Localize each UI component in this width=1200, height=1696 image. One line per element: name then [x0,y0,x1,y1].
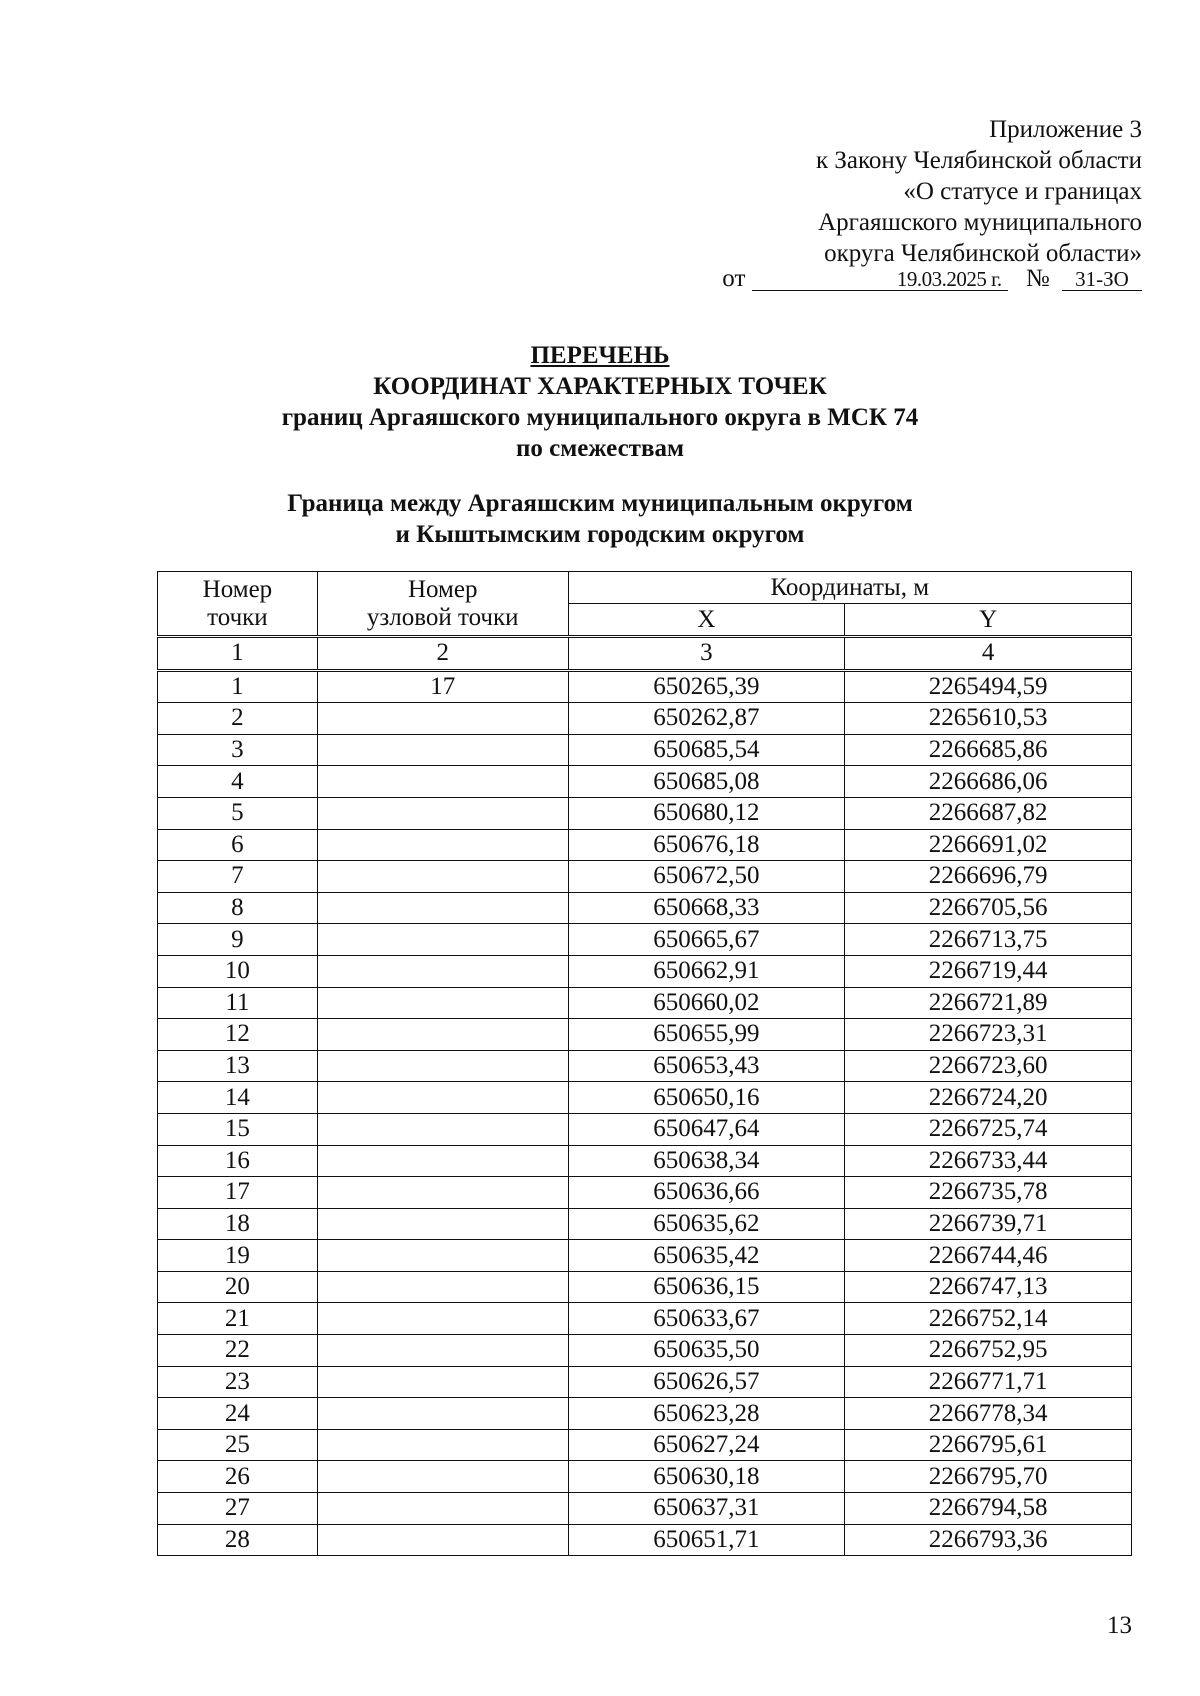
table-row [158,861,1132,893]
cell-y: 2266795,61 [845,1429,1132,1461]
cell-node-number [317,892,568,924]
cell-x: 650660,02 [568,987,845,1019]
cell-x: 650650,16 [568,1082,845,1114]
header-coordinates: Координаты, м [568,572,1131,604]
cell-y: 2265494,59 [845,670,1132,703]
header-y: Y [845,604,1132,637]
cell-point-number: 10 [158,955,318,987]
table-row [158,829,1132,861]
cell-node-number [317,1177,568,1209]
law-date: 19.03.2025 г. [752,268,1008,291]
cell-y: 2266725,74 [845,1113,1132,1145]
cell-point-number: 14 [158,1082,318,1114]
cell-y: 2266696,79 [845,861,1132,893]
cell-node-number [317,1524,568,1556]
header-point-number [158,572,318,637]
cell-point-number: 15 [158,1113,318,1145]
cell-node-number [317,924,568,956]
table-row [158,797,1132,829]
cell-node-number [317,1050,568,1082]
cell-point-number: 21 [158,1303,318,1335]
law-date-number-line [722,265,1142,293]
cell-x: 650265,39 [568,670,845,703]
cell-x: 650672,50 [568,861,845,893]
cell-y: 2266733,44 [845,1145,1132,1177]
cell-point-number: 1 [158,670,318,703]
cell-point-number: 3 [158,734,318,766]
annex-line: «О статусе и границах [903,178,1142,205]
law-number: 31-ЗО [1062,268,1142,291]
section-subtitle [0,488,1200,550]
cell-x: 650651,71 [568,1524,845,1556]
cell-point-number: 24 [158,1398,318,1430]
cell-y: 2266752,14 [845,1303,1132,1335]
cell-node-number [317,1303,568,1335]
column-number: 3 [568,637,845,671]
cell-node-number [317,1493,568,1525]
cell-point-number: 23 [158,1366,318,1398]
cell-x: 650685,54 [568,734,845,766]
cell-y: 2266793,36 [845,1524,1132,1556]
cell-point-number: 7 [158,861,318,893]
cell-y: 2266723,60 [845,1050,1132,1082]
column-number: 1 [158,637,318,671]
cell-point-number: 4 [158,766,318,798]
cell-point-number: 9 [158,924,318,956]
column-number: 2 [317,637,568,671]
cell-x: 650647,64 [568,1113,845,1145]
cell-point-number: 16 [158,1145,318,1177]
cell-point-number: 26 [158,1461,318,1493]
cell-y: 2266771,71 [845,1366,1132,1398]
cell-y: 2266685,86 [845,734,1132,766]
cell-point-number: 11 [158,987,318,1019]
cell-x: 650637,31 [568,1493,845,1525]
header-node-number [317,572,568,637]
title-line: границ Аргаяшского муниципального округа в МСК 74 [281,404,919,431]
cell-node-number: 17 [317,670,568,703]
cell-y: 2265610,53 [845,703,1132,735]
table-row [158,1019,1132,1051]
cell-x: 650630,18 [568,1461,845,1493]
cell-y: 2266713,75 [845,924,1132,956]
table-row [158,924,1132,956]
cell-x: 650653,43 [568,1050,845,1082]
number-label: № [1025,265,1050,292]
cell-y: 2266721,89 [845,987,1132,1019]
cell-y: 2266735,78 [845,1177,1132,1209]
cell-y: 2266795,70 [845,1461,1132,1493]
annex-line: Аргаяшского муниципального [818,209,1142,236]
cell-y: 2266747,13 [845,1271,1132,1303]
table-row [158,1366,1132,1398]
annex-line: округа Челябинской области» [824,240,1142,267]
cell-point-number: 6 [158,829,318,861]
table-row [158,1335,1132,1367]
cell-point-number: 22 [158,1335,318,1367]
table-row [158,1177,1132,1209]
annex-line: к Закону Челябинской области [816,147,1142,174]
cell-y: 2266739,71 [845,1208,1132,1240]
cell-x: 650665,67 [568,924,845,956]
header-text: точки [207,603,268,631]
cell-y: 2266744,46 [845,1240,1132,1272]
table-row [158,1082,1132,1114]
document-title [0,340,1200,464]
coordinates-table [157,571,1132,1556]
cell-point-number: 27 [158,1493,318,1525]
cell-point-number: 8 [158,892,318,924]
cell-y: 2266719,44 [845,955,1132,987]
table-row [158,1208,1132,1240]
cell-node-number [317,1145,568,1177]
from-label: от [722,265,746,292]
cell-node-number [317,1208,568,1240]
header-text: Номер [407,575,478,603]
cell-x: 650626,57 [568,1366,845,1398]
cell-x: 650636,66 [568,1177,845,1209]
cell-y: 2266724,20 [845,1082,1132,1114]
cell-x: 650635,62 [568,1208,845,1240]
cell-x: 650623,28 [568,1398,845,1430]
table-row [158,1398,1132,1430]
cell-point-number: 25 [158,1429,318,1461]
annex-block [816,114,1142,269]
cell-x: 650685,08 [568,766,845,798]
table-row [158,987,1132,1019]
cell-x: 650627,24 [568,1429,845,1461]
cell-node-number [317,734,568,766]
cell-y: 2266794,58 [845,1493,1132,1525]
cell-node-number [317,1019,568,1051]
cell-point-number: 12 [158,1019,318,1051]
cell-node-number [317,1335,568,1367]
header-text: узловой точки [366,603,519,631]
cell-point-number: 28 [158,1524,318,1556]
cell-node-number [317,703,568,735]
cell-node-number [317,1366,568,1398]
header-x: X [568,604,845,637]
header-text: Номер [202,575,273,603]
annex-line: Приложение 3 [989,116,1142,143]
table-row [158,1050,1132,1082]
table-row [158,1303,1132,1335]
title-line: ПЕРЕЧЕНЬ [530,342,670,369]
cell-x: 650638,34 [568,1145,845,1177]
cell-node-number [317,1461,568,1493]
table-row [158,1524,1132,1556]
cell-y: 2266687,82 [845,797,1132,829]
cell-y: 2266778,34 [845,1398,1132,1430]
cell-x: 650676,18 [568,829,845,861]
table-row [158,1429,1132,1461]
cell-point-number: 2 [158,703,318,735]
table-row [158,1113,1132,1145]
cell-node-number [317,766,568,798]
cell-point-number: 5 [158,797,318,829]
cell-node-number [317,1429,568,1461]
column-number: 4 [845,637,1132,671]
title-line: КООРДИНАТ ХАРАКТЕРНЫХ ТОЧЕК [373,373,827,400]
cell-y: 2266686,06 [845,766,1132,798]
cell-y: 2266723,31 [845,1019,1132,1051]
table-row [158,1493,1132,1525]
table-row [158,1271,1132,1303]
table-row [158,1145,1132,1177]
cell-node-number [317,1082,568,1114]
table-row [158,670,1132,703]
cell-x: 650633,67 [568,1303,845,1335]
cell-x: 650262,87 [568,703,845,735]
table-row [158,703,1132,735]
cell-point-number: 19 [158,1240,318,1272]
cell-x: 650662,91 [568,955,845,987]
table-row [158,892,1132,924]
cell-node-number [317,1271,568,1303]
table-row [158,955,1132,987]
cell-x: 650680,12 [568,797,845,829]
table-row [158,766,1132,798]
column-number-row [158,637,1132,671]
cell-y: 2266705,56 [845,892,1132,924]
cell-point-number: 13 [158,1050,318,1082]
cell-point-number: 18 [158,1208,318,1240]
cell-y: 2266752,95 [845,1335,1132,1367]
page-number: 13 [1107,1612,1132,1639]
title-line: по смежествам [516,435,684,462]
cell-x: 650636,15 [568,1271,845,1303]
cell-node-number [317,955,568,987]
subtitle-line: и Кыштымским городским округом [395,521,805,548]
cell-x: 650668,33 [568,892,845,924]
cell-y: 2266691,02 [845,829,1132,861]
cell-node-number [317,1398,568,1430]
table-row [158,1240,1132,1272]
cell-node-number [317,797,568,829]
cell-x: 650655,99 [568,1019,845,1051]
cell-point-number: 20 [158,1271,318,1303]
cell-x: 650635,50 [568,1335,845,1367]
cell-node-number [317,987,568,1019]
table-row [158,1461,1132,1493]
cell-point-number: 17 [158,1177,318,1209]
subtitle-line: Граница между Аргаяшским муниципальным округом [287,490,913,517]
cell-node-number [317,861,568,893]
cell-node-number [317,829,568,861]
table-row [158,734,1132,766]
cell-node-number [317,1240,568,1272]
cell-node-number [317,1113,568,1145]
cell-x: 650635,42 [568,1240,845,1272]
